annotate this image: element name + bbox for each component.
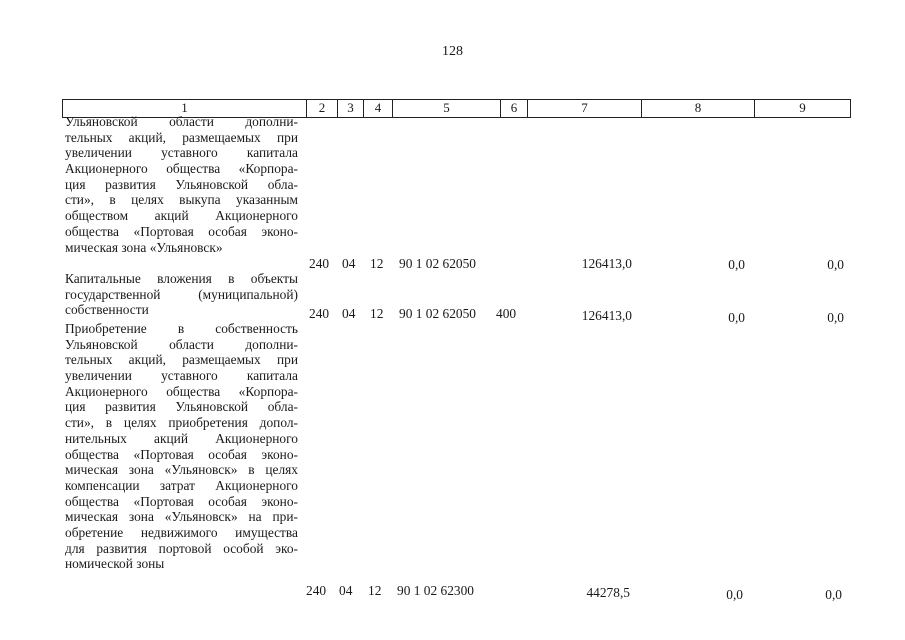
row-1-line: тельных акций, размещаемых при [65, 129, 298, 145]
row-3-col-8: 0,0 [726, 587, 743, 602]
row-2-col-8: 0,0 [728, 310, 745, 325]
row-3-line: ция развития Ульяновской обла- [65, 399, 298, 415]
row-1-line: Ульяновской области дополни- [65, 114, 298, 129]
row-3-line: для развития портовой особой эко- [65, 540, 298, 556]
row-1-line: Акционерного общества «Корпора- [65, 161, 298, 177]
row-1-col-4: 12 [370, 256, 384, 271]
row-3-col-4: 12 [368, 583, 382, 598]
header-col-3: 3 [337, 100, 363, 117]
row-3-col-7: 44278,5 [586, 585, 630, 600]
row-2-col-7: 126413,0 [581, 308, 632, 323]
row-3-col-2: 240 [306, 583, 327, 598]
row-2-col-9: 0,0 [827, 310, 844, 325]
row-3-line: компенсации затрат Акционерного [65, 477, 298, 493]
header-col-5: 5 [392, 100, 500, 117]
header-col-6: 6 [500, 100, 527, 117]
header-col-7: 7 [527, 100, 641, 117]
row-1-line: сти», в целях выкупа указанным [65, 192, 298, 208]
page-number: 128 [442, 44, 463, 59]
row-1-line: мическая зона «Ульяновск» [65, 239, 223, 255]
row-2-col-2: 240 [309, 306, 330, 321]
row-1-col-2: 240 [309, 256, 330, 271]
row-3-line: тельных акций, размещаемых при [65, 352, 298, 368]
row-3-line: Акционерного общества «Корпора- [65, 383, 298, 399]
row-3-col-9: 0,0 [825, 587, 842, 602]
row-2-col-6: 400 [496, 306, 517, 321]
row-1-line: обществом акций Акционерного [65, 208, 298, 224]
header-col-1: 1 [181, 100, 188, 115]
header-col-9: 9 [754, 100, 850, 117]
row-1-col-5: 90 1 02 62050 [399, 256, 476, 271]
row-1-line: общества «Портовая особая эконо- [65, 223, 298, 239]
row-3-col-3: 04 [339, 583, 353, 598]
row-3-line: мическая зона «Ульяновск» на при- [65, 509, 298, 525]
row-2-line: Капитальные вложения в объекты [65, 271, 298, 286]
row-2-col-4: 12 [370, 306, 384, 321]
row-3-line: обретение недвижимого имущества [65, 524, 298, 540]
row-2-description [65, 271, 298, 318]
row-1-line: увеличении уставного капитала [65, 145, 298, 161]
row-3-line: общества «Портовая особая эконо- [65, 493, 298, 509]
row-3-description [65, 321, 298, 572]
row-1-col-8: 0,0 [728, 257, 745, 272]
row-2-line: собственности [65, 302, 149, 318]
row-1-col-3: 04 [342, 256, 356, 271]
row-3-line: общества «Портовая особая эконо- [65, 446, 298, 462]
header-col-2: 2 [306, 100, 337, 117]
row-2-line: государственной (муниципальной) [65, 286, 298, 302]
row-1-col-9: 0,0 [827, 257, 844, 272]
row-1-line: ция развития Ульяновской обла- [65, 176, 298, 192]
header-col-4: 4 [363, 100, 392, 117]
row-3-line: Ульяновской области дополни- [65, 336, 298, 352]
row-1-description [65, 114, 298, 255]
row-2-col-5: 90 1 02 62050 [399, 306, 476, 321]
row-3-line: нительных акций Акционерного [65, 430, 298, 446]
row-2-col-3: 04 [342, 306, 356, 321]
header-col-8: 8 [641, 100, 754, 117]
row-3-line: увеличении уставного капитала [65, 368, 298, 384]
row-1-col-7: 126413,0 [581, 256, 632, 271]
row-3-line: номической зоны [65, 556, 165, 572]
row-3-line: сти», в целях приобретения допол- [65, 415, 298, 431]
row-3-col-5: 90 1 02 62300 [397, 583, 474, 598]
row-3-line: мическая зона «Ульяновск» в целях [65, 462, 298, 478]
row-3-line: Приобретение в собственность [65, 321, 298, 336]
